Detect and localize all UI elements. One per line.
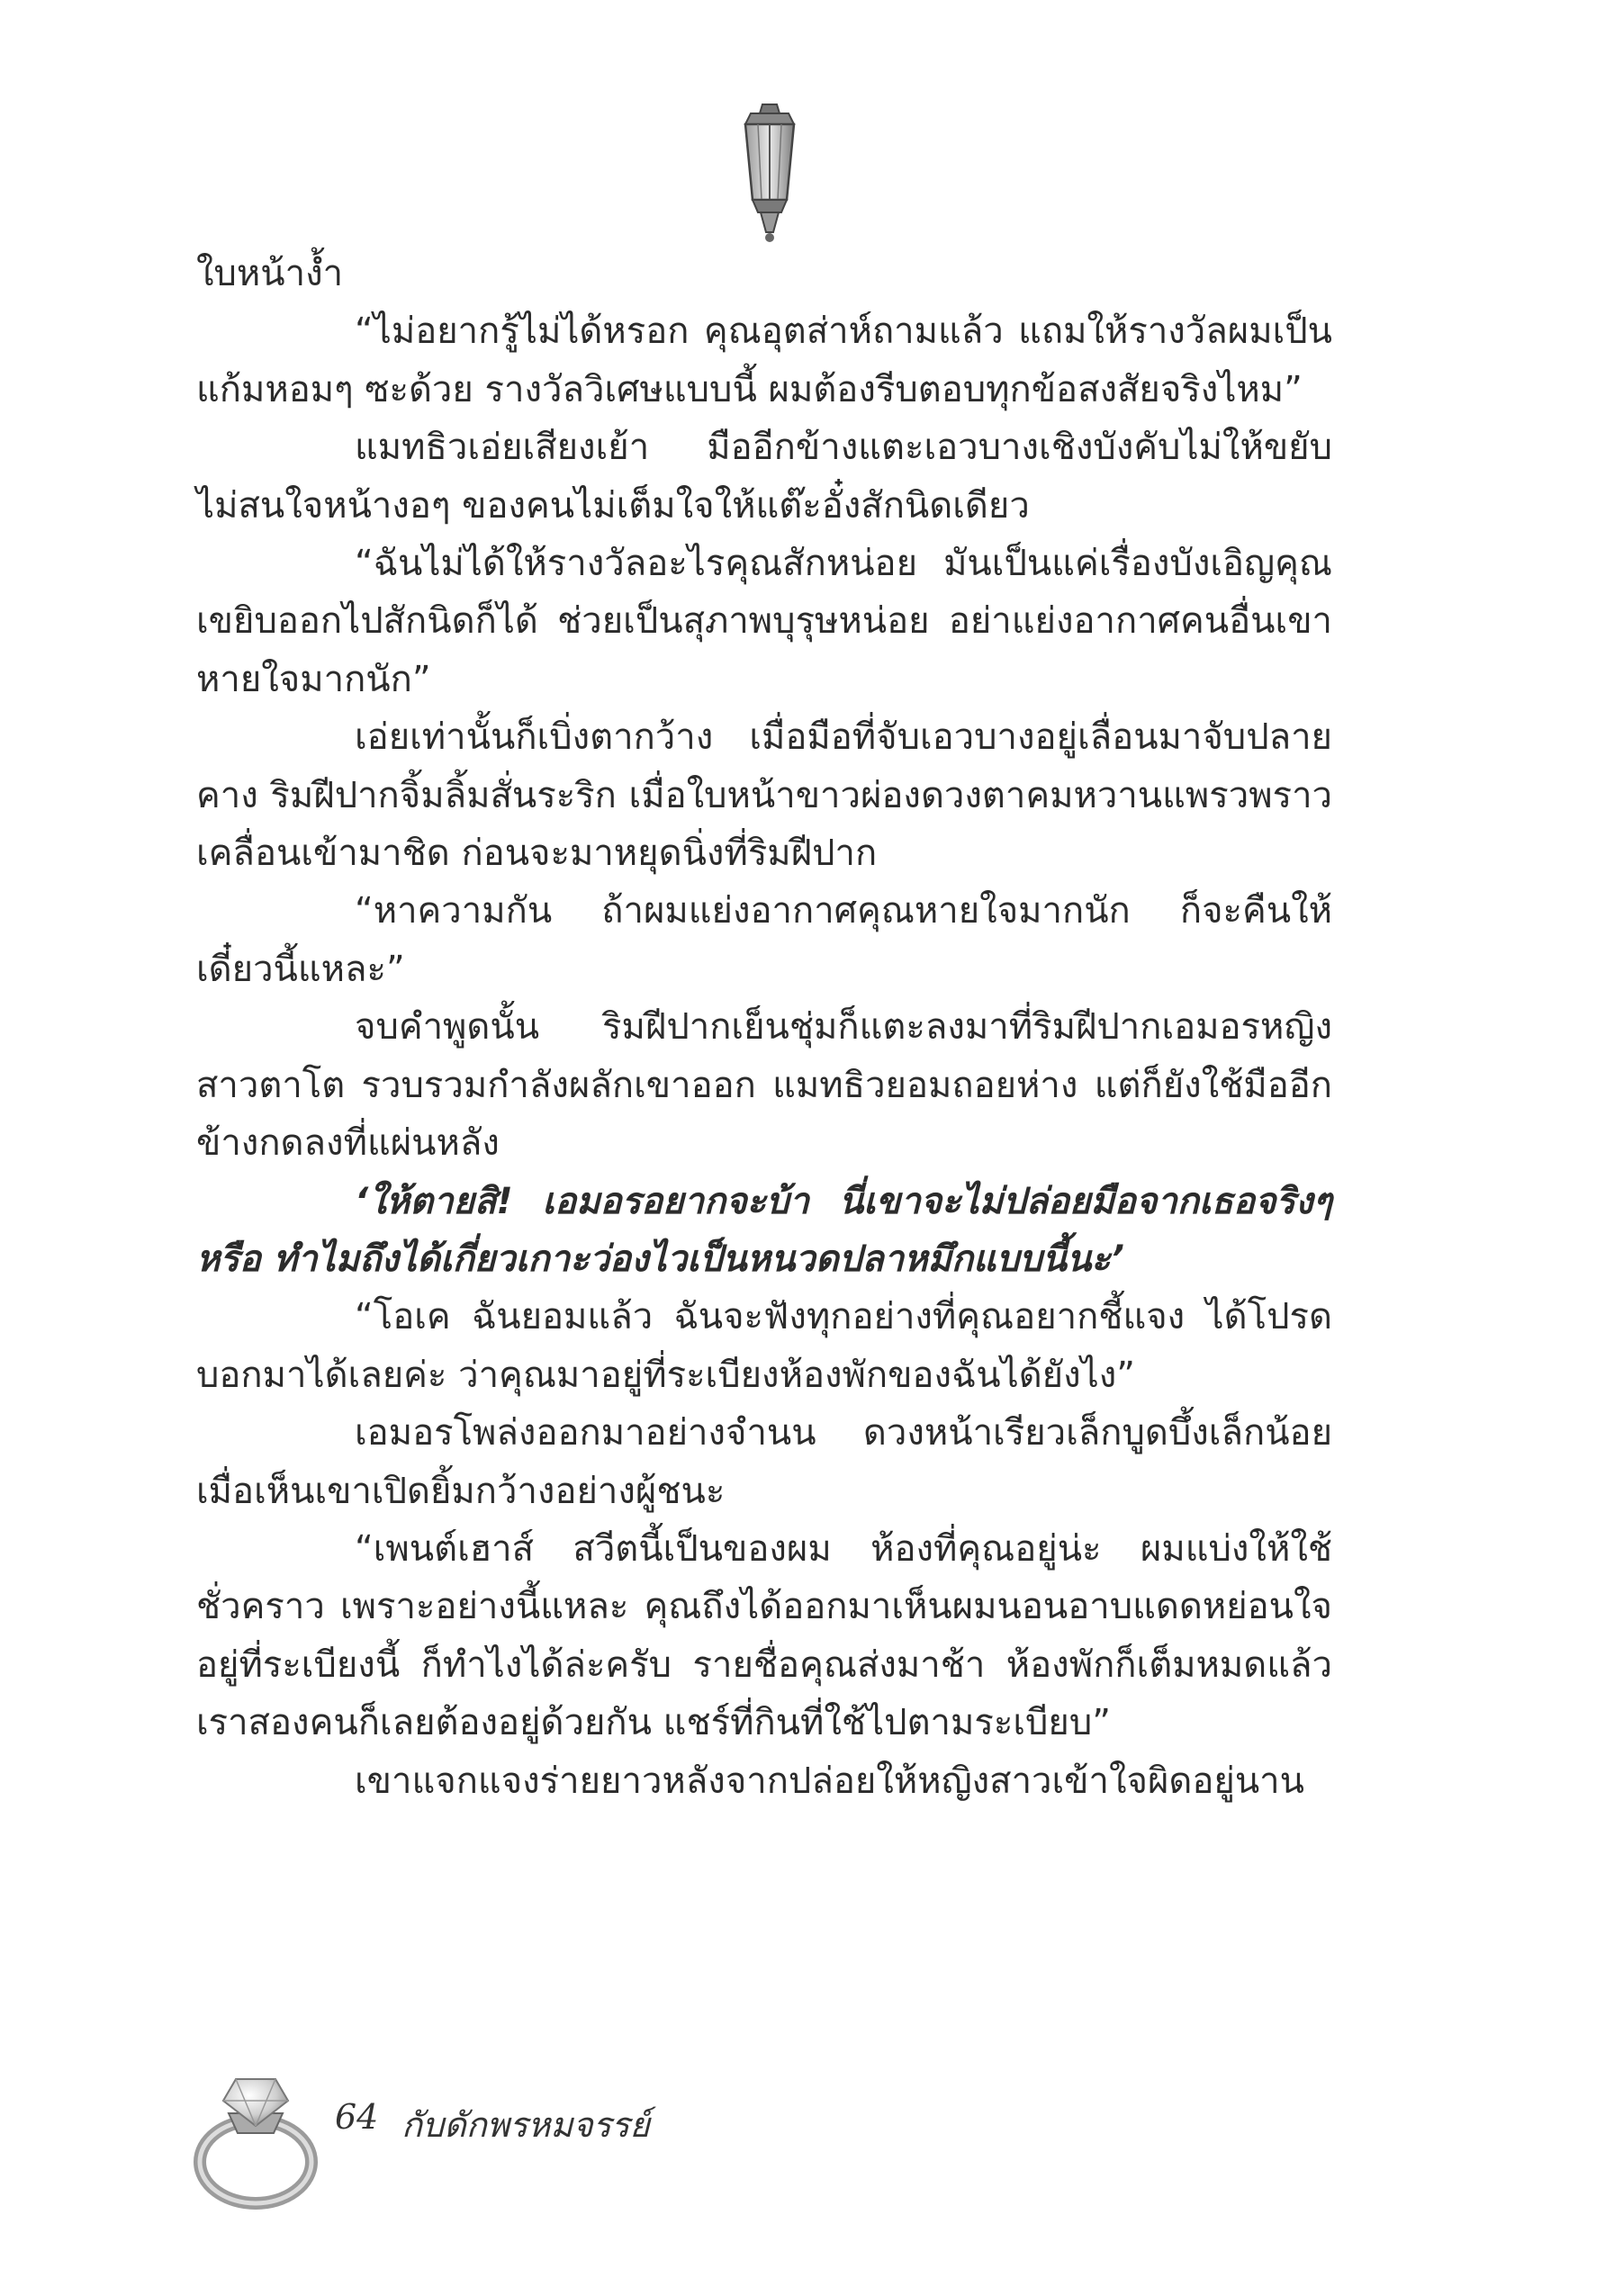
body-paragraph: “ไม่อยากรู้ไม่ได้หรอก คุณอุตส่าห์ถามแล้ว แถมให้รางวัลผมเป็นแก้มหอมๆ ซะด้วย รางวัลวิเศษแบบนี้ ผมต้องรีบตอบทุกข้อสงสัยจริงไหม”	[196, 311, 1332, 410]
body-paragraph: เขาแจกแจงร่ายยาวหลังจากปล่อยให้หญิงสาวเข้าใจผิดอยู่นาน	[355, 1760, 1304, 1802]
page-number: 64	[335, 2097, 379, 2137]
body-paragraph: “เพนต์เฮาส์ สวีตนี้เป็นของผม ห้องที่คุณอยู่น่ะ ผมแบ่งให้ใช้ชั่วคราว เพราะอย่างนี้แหละ คุณถึงได้ออกมาเห็นผมนอนอาบแดดหย่อนใจอยู่ที่ระเบียงนี้ ก็ทำไงได้ล่ะครับ รายชื่อคุณส่งมาช้า ห้องพักก็เต็มหมดแล้ว เราสองคนก็เลยต้องอยู่ด้วยกัน แชร์ที่กินที่ใช้ไปตามระเบียบ”	[196, 1527, 1332, 1744]
inner-thought-paragraph: ‘ให้ตายสิ! เอมอรอยากจะบ้า นี่เขาจะไม่ปล่อยมือจากเธอจริงๆ หรือ ทำไมถึงได้เกี่ยวเกาะว่องไวเป็นหนวดปลาหมึกแบบนี้นะ’	[196, 1180, 1332, 1280]
body-paragraph: ใบหน้างํ้า	[196, 253, 344, 294]
body-paragraph: “โอเค ฉันยอมแล้ว ฉันจะฟังทุกอย่างที่คุณอยากชี้แจง ได้โปรดบอกมาได้เลยค่ะ ว่าคุณมาอยู่ที่ระเบียงห้องพักของฉันได้ยังไง”	[196, 1296, 1332, 1396]
body-paragraph: เอ่ยเท่านั้นก็เบิ่งตากว้าง เมื่อมือที่จับเอวบางอยู่เลื่อนมาจับปลายคาง ริมฝีปากจิ้มลิ้มสั่นระริก เมื่อใบหน้าขาวผ่องดวงตาคมหวานแพรวพราวเคลื่อนเข้ามาชิด ก่อนจะมาหยุดนิ่งที่ริมฝีปาก	[196, 716, 1332, 875]
body-paragraph: แมทธิวเอ่ยเสียงเย้า มืออีกข้างแตะเอวบางเชิงบังคับไม่ให้ขยับ ไม่สนใจหน้างอๆ ของคนไม่เต็มใจให้แต๊ะอั๋งสักนิดเดียว	[196, 427, 1332, 527]
body-paragraph: เอมอรโพล่งออกมาอย่างจำนน ดวงหน้าเรียวเล็กบูดบึ้งเล็กน้อยเมื่อเห็นเขาเปิดยิ้มกว้างอย่างผู้ชนะ	[196, 1412, 1332, 1512]
body-paragraph: จบคำพูดนั้น ริมฝีปากเย็นชุ่มก็แตะลงมาที่ริมฝีปากเอมอรหญิงสาวตาโต รวบรวมกำลังผลักเขาออก แมทธิวยอมถอยห่าง แต่ก็ยังใช้มืออีกข้างกดลงที่แผ่นหลัง	[196, 1006, 1332, 1165]
body-paragraph: “ฉันไม่ได้ให้รางวัลอะไรคุณสักหน่อย มันเป็นแค่เรื่องบังเอิญคุณเขยิบออกไปสักนิดก็ได้ ช่วยเป็นสุภาพบุรุษหน่อย อย่าแย่งอากาศคนอื่นเขาหายใจมากนัก”	[196, 543, 1332, 700]
body-text	[196, 245, 1332, 1810]
lantern-icon	[731, 101, 808, 245]
book-title: กับดักพรหมจรรย์	[401, 2105, 650, 2145]
ring-icon	[193, 2070, 319, 2210]
body-paragraph: “หาความกัน ถ้าผมแย่งอากาศคุณหายใจมากนัก ก็จะคืนให้เดี๋ยวนี้แหละ”	[196, 890, 1332, 990]
